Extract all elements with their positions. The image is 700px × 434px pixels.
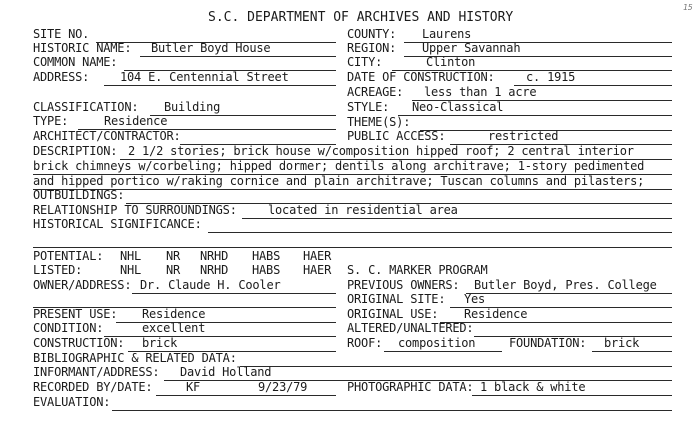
evaluation-line bbox=[112, 410, 672, 411]
foundation-label: FOUNDATION: bbox=[509, 336, 587, 350]
description-line-3: and hipped portico w/raking cornice and plain architrave; Tuscan columns and pilasters; bbox=[33, 174, 645, 188]
classification-value: Building bbox=[164, 100, 221, 114]
significance-line-2 bbox=[33, 247, 672, 248]
potential-opt-habs: HABS bbox=[252, 249, 281, 263]
foundation-value: brick bbox=[604, 336, 640, 350]
altered-label: ALTERED/UNALTERED: bbox=[347, 321, 474, 335]
corner-mark: 15 bbox=[683, 3, 693, 12]
description-rule-3 bbox=[33, 189, 672, 190]
recorded-by-value: KF bbox=[186, 380, 201, 394]
potential-label: POTENTIAL: bbox=[33, 249, 104, 263]
date-construction-line bbox=[514, 85, 672, 86]
roof-value: composition bbox=[398, 336, 476, 350]
county-label: COUNTY: bbox=[347, 27, 397, 41]
region-value: Upper Savannah bbox=[422, 41, 521, 55]
listed-opt-habs: HABS bbox=[252, 263, 281, 277]
significance-line bbox=[208, 232, 672, 233]
date-construction-label: DATE OF CONSTRUCTION: bbox=[347, 70, 495, 84]
construction-label: CONSTRUCTION: bbox=[33, 336, 125, 350]
date-construction-value: c. 1915 bbox=[526, 70, 576, 84]
potential-opt-haer: HAER bbox=[303, 249, 332, 263]
style-label: STYLE: bbox=[347, 100, 390, 114]
photographic-line bbox=[472, 395, 672, 396]
listed-opt-haer: HAER bbox=[303, 263, 332, 277]
foundation-line bbox=[592, 351, 672, 352]
marker-program-label: S. C. MARKER PROGRAM bbox=[347, 263, 488, 277]
region-label: REGION: bbox=[347, 41, 397, 55]
public-access-value: restricted bbox=[488, 129, 559, 143]
public-access-label: PUBLIC ACCESS: bbox=[347, 129, 446, 143]
common-name-label: COMMON NAME: bbox=[33, 55, 118, 69]
classification-line bbox=[150, 115, 336, 116]
present-use-label: PRESENT USE: bbox=[33, 307, 118, 321]
description-line-2: brick chimneys w/corbeling; hipped dormer; dentils along architrave; 1-story pedimented bbox=[33, 159, 645, 173]
outbuildings-label: OUTBUILDINGS: bbox=[33, 188, 125, 202]
photographic-value: 1 black & white bbox=[480, 380, 586, 394]
informant-value: David Holland bbox=[180, 365, 272, 379]
form-title: S.C. DEPARTMENT OF ARCHIVES AND HISTORY bbox=[208, 10, 514, 25]
owner-line bbox=[132, 293, 336, 294]
classification-label: CLASSIFICATION: bbox=[33, 100, 139, 114]
historic-name-line bbox=[140, 56, 336, 57]
listed-opt-nhl: NHL bbox=[120, 263, 142, 277]
owner-value: Dr. Claude H. Cooler bbox=[140, 278, 281, 292]
address-value: 104 E. Centennial Street bbox=[120, 70, 289, 84]
city-label: CITY: bbox=[347, 55, 383, 69]
owner-label: OWNER/ADDRESS: bbox=[33, 278, 132, 292]
condition-label: CONDITION: bbox=[33, 321, 104, 335]
acreage-value: less than 1 acre bbox=[424, 85, 537, 99]
original-use-line bbox=[440, 322, 672, 323]
original-use-label: ORIGINAL USE: bbox=[347, 307, 439, 321]
previous-owners-line bbox=[466, 293, 672, 294]
listed-label: LISTED: bbox=[33, 263, 83, 277]
bibliographic-line bbox=[240, 366, 672, 367]
informant-label: INFORMANT/ADDRESS: bbox=[33, 365, 160, 379]
description-label: DESCRIPTION: bbox=[33, 144, 118, 158]
listed-opt-nr: NR bbox=[166, 263, 181, 277]
recorded-by-line bbox=[156, 395, 336, 396]
recorded-by-label: RECORDED BY/DATE: bbox=[33, 380, 153, 394]
address-label: ADDRESS: bbox=[33, 70, 90, 84]
roof-label: ROOF: bbox=[347, 336, 383, 350]
potential-opt-nrhd: NRHD bbox=[200, 249, 229, 263]
description-line-1: 2 1/2 stories; brick house w/composition hipped roof; 2 central interior bbox=[128, 144, 634, 158]
bibliographic-label: BIBLIOGRAPHIC & RELATED DATA: bbox=[33, 351, 237, 365]
present-use-value: Residence bbox=[142, 307, 206, 321]
original-site-label: ORIGINAL SITE: bbox=[347, 292, 446, 306]
previous-owners-label: PREVIOUS OWNERS: bbox=[347, 278, 460, 292]
relationship-value: located in residential area bbox=[268, 203, 458, 217]
condition-line bbox=[104, 336, 336, 337]
historic-name-value: Butler Boyd House bbox=[151, 41, 271, 55]
site-no-label: SITE NO. bbox=[33, 27, 90, 41]
listed-opt-nrhd: NRHD bbox=[200, 263, 229, 277]
potential-opt-nr: NR bbox=[166, 249, 181, 263]
relationship-line bbox=[242, 218, 672, 219]
recorded-date-value: 9/23/79 bbox=[258, 380, 308, 394]
city-value: Clinton bbox=[426, 55, 476, 69]
previous-owners-value: Butler Boyd, Pres. College bbox=[474, 278, 657, 292]
construction-value: brick bbox=[142, 336, 178, 350]
historic-name-label: HISTORIC NAME: bbox=[33, 41, 132, 55]
architect-label: ARCHITECT/CONTRACTOR: bbox=[33, 129, 181, 143]
type-label: TYPE: bbox=[33, 114, 69, 128]
relationship-label: RELATIONSHIP TO SURROUNDINGS: bbox=[33, 203, 237, 217]
significance-label: HISTORICAL SIGNIFICANCE: bbox=[33, 217, 202, 231]
address-line bbox=[104, 85, 336, 86]
potential-opt-nhl: NHL bbox=[120, 249, 142, 263]
condition-value: excellent bbox=[142, 321, 206, 335]
original-use-value: Residence bbox=[464, 307, 528, 321]
evaluation-label: EVALUATION: bbox=[33, 395, 111, 409]
original-site-value: Yes bbox=[464, 292, 486, 306]
roof-line bbox=[384, 351, 502, 352]
county-value: Laurens bbox=[422, 27, 472, 41]
style-value: Neo-Classical bbox=[412, 100, 504, 114]
acreage-label: ACREAGE: bbox=[347, 85, 404, 99]
type-value: Residence bbox=[104, 114, 168, 128]
style-line bbox=[398, 115, 672, 116]
photographic-label: PHOTOGRAPHIC DATA: bbox=[347, 380, 474, 394]
themes-label: THEME(S): bbox=[347, 115, 411, 129]
